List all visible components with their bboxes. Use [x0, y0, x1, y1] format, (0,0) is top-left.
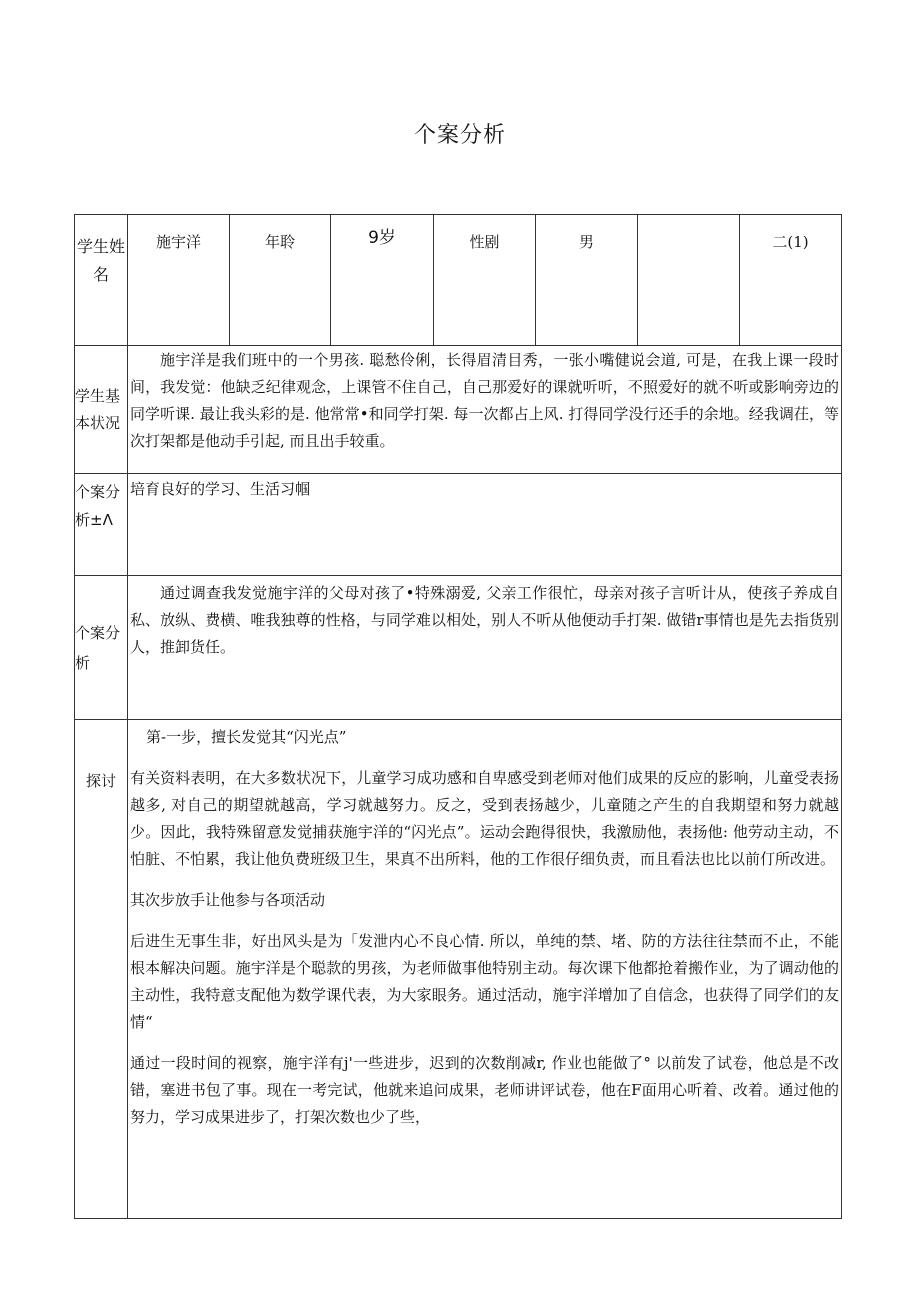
- discussion-step-1-heading: 第-一步，擅长发觉其“闪光点”: [146, 728, 347, 746]
- basic-info-row: [75, 215, 842, 346]
- discussion-paragraph: 后进生无事生非，好出风头是为「发泄内心不良心情. 所以，单纯的禁、堵、防的方法往往禁而不止，不能根本解决问题。施宇洋是个聪款的男孩，为老师做事他特别主动。每次课下他都抢着搬作业，为了调动他的主动性，我特意支配他为数学课代表，为大家眼务。通过活动，施宇洋增加了自信念，也获得了同学们的友情“: [130, 932, 839, 1031]
- status-label: 学生基本状况: [75, 346, 128, 474]
- discussion-paragraph: 通过一段时间的视察，施宇洋有j'一些进步，迟到的次数削减r, 作业也能做了° 以前发了试卷，他总是不改错，塞进书包了事。现在一考完试，他就来追问成果，老师讲评试卷，他在F面用心听着、改着。通过他的努力，学习成果进步了，打架次数也少了些，: [130, 1054, 839, 1126]
- analysis-text: 通过调查我发觉施宇洋的父母对孩了•特殊溺爱, 父亲工作很忙，母亲对孩子言听计从，使孩子养成自私、放纵、费横、唯我独尊的性格，与同学难以相处，别人不听从他便动手打架. 做错r事情也是先去指货别人，推卸货任。: [128, 576, 842, 720]
- analysis-row: [75, 576, 842, 720]
- discussion-label: 探讨: [75, 720, 128, 1219]
- goal-row: [75, 474, 842, 576]
- status-text: 施宇洋是我们班中的一个男孩. 聪愁伶俐，长得眉清目秀，一张小嘴健说会道, 可是，在我上课一段时间，我发觉：他缺乏纪律观念，上课管不住自己，自己那爱好的课就听听，不照爱好的就不听或影响旁边的同学听课. 最让我头彩的是. 他常常•和同学打架. 每一次都占上风. 打得同学没行还手的余地。经我调茌，等次打架都是他动手引起, 而且出手较重。: [128, 346, 842, 474]
- case-table: [74, 214, 842, 1219]
- page-title: 个案分析: [413, 123, 506, 148]
- age-label: 年聆: [230, 215, 331, 346]
- discussion-row: [75, 720, 842, 1219]
- goal-label: 个案分析±Λ: [75, 474, 128, 576]
- discussion-paragraph: 有关资料表明，在大多数状况下，儿童学习成功感和自卑感受到老师对他们成果的反应的影响，儿童受表扬越多, 对自己的期望就越高，学习就越努力。反之，受到表扬越少，儿童随之产生的自我期望和努力就越少。因此，我特殊留意发觉捕获施宇洋的“闪光点”。运动会跑得很快，我激励他，表扬他: 他劳动主动，不怕脏、不怕累，我让他负费班级卫生，果真不出所料，他的工作很仔细负责，而且看法也比以前仃所改进。: [130, 769, 839, 868]
- class-value: 二(1): [740, 215, 842, 346]
- name-label: 学生姓名: [75, 215, 128, 346]
- analysis-label: 个案分析: [75, 576, 128, 720]
- gender-value: 男: [536, 215, 638, 346]
- discussion-step-2-heading: 其次步放手让他参与各项活动: [130, 891, 326, 909]
- student-name: 施宇洋: [128, 215, 230, 346]
- gender-label: 性剧: [434, 215, 536, 346]
- empty-cell: [638, 215, 740, 346]
- goal-text: 培育良好的学习、生活习帼: [128, 474, 842, 576]
- age-value: 9岁: [331, 215, 434, 346]
- status-row: [75, 346, 842, 474]
